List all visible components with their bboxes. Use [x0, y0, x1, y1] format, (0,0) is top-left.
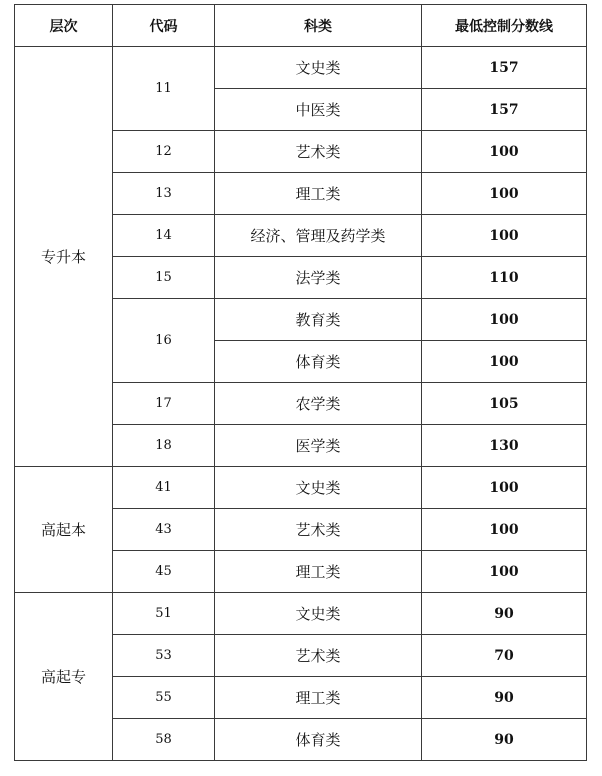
header-subject: 科类 [215, 5, 422, 47]
score-cell: 100 [422, 509, 587, 551]
score-cell: 157 [422, 89, 587, 131]
subject-cell: 中医类 [215, 89, 422, 131]
code-cell: 58 [113, 719, 215, 761]
subject-cell: 体育类 [215, 341, 422, 383]
subject-cell: 理工类 [215, 173, 422, 215]
level-cell: 高起专 [15, 593, 113, 761]
subject-cell: 文史类 [215, 593, 422, 635]
score-cell: 100 [422, 299, 587, 341]
score-cell: 100 [422, 215, 587, 257]
subject-cell: 医学类 [215, 425, 422, 467]
subject-cell: 教育类 [215, 299, 422, 341]
subject-cell: 艺术类 [215, 131, 422, 173]
code-cell: 14 [113, 215, 215, 257]
subject-cell: 理工类 [215, 677, 422, 719]
subject-cell: 艺术类 [215, 509, 422, 551]
code-cell: 51 [113, 593, 215, 635]
score-cell: 90 [422, 593, 587, 635]
subject-cell: 农学类 [215, 383, 422, 425]
code-cell: 55 [113, 677, 215, 719]
subject-cell: 文史类 [215, 467, 422, 509]
header-level: 层次 [15, 5, 113, 47]
code-cell: 41 [113, 467, 215, 509]
score-cell: 110 [422, 257, 587, 299]
code-cell: 17 [113, 383, 215, 425]
score-cell: 100 [422, 467, 587, 509]
subject-cell: 艺术类 [215, 635, 422, 677]
score-cell: 157 [422, 47, 587, 89]
score-cell: 100 [422, 551, 587, 593]
code-cell: 13 [113, 173, 215, 215]
subject-cell: 法学类 [215, 257, 422, 299]
score-cell: 100 [422, 173, 587, 215]
header-code: 代码 [113, 5, 215, 47]
score-cell: 100 [422, 131, 587, 173]
score-table [14, 4, 587, 761]
score-cell: 100 [422, 341, 587, 383]
code-cell: 11 [113, 47, 215, 131]
code-cell: 45 [113, 551, 215, 593]
code-cell: 53 [113, 635, 215, 677]
code-cell: 43 [113, 509, 215, 551]
table-row [15, 47, 587, 89]
header-score: 最低控制分数线 [422, 5, 587, 47]
score-table-container [14, 4, 587, 761]
subject-cell: 文史类 [215, 47, 422, 89]
table-header-row [15, 5, 587, 47]
score-cell: 105 [422, 383, 587, 425]
code-cell: 15 [113, 257, 215, 299]
subject-cell: 理工类 [215, 551, 422, 593]
subject-cell: 经济、管理及药学类 [215, 215, 422, 257]
table-row [15, 467, 587, 509]
score-cell: 70 [422, 635, 587, 677]
code-cell: 18 [113, 425, 215, 467]
code-cell: 16 [113, 299, 215, 383]
score-cell: 130 [422, 425, 587, 467]
code-cell: 12 [113, 131, 215, 173]
level-cell: 专升本 [15, 47, 113, 467]
score-cell: 90 [422, 719, 587, 761]
subject-cell: 体育类 [215, 719, 422, 761]
score-cell: 90 [422, 677, 587, 719]
level-cell: 高起本 [15, 467, 113, 593]
table-row [15, 593, 587, 635]
